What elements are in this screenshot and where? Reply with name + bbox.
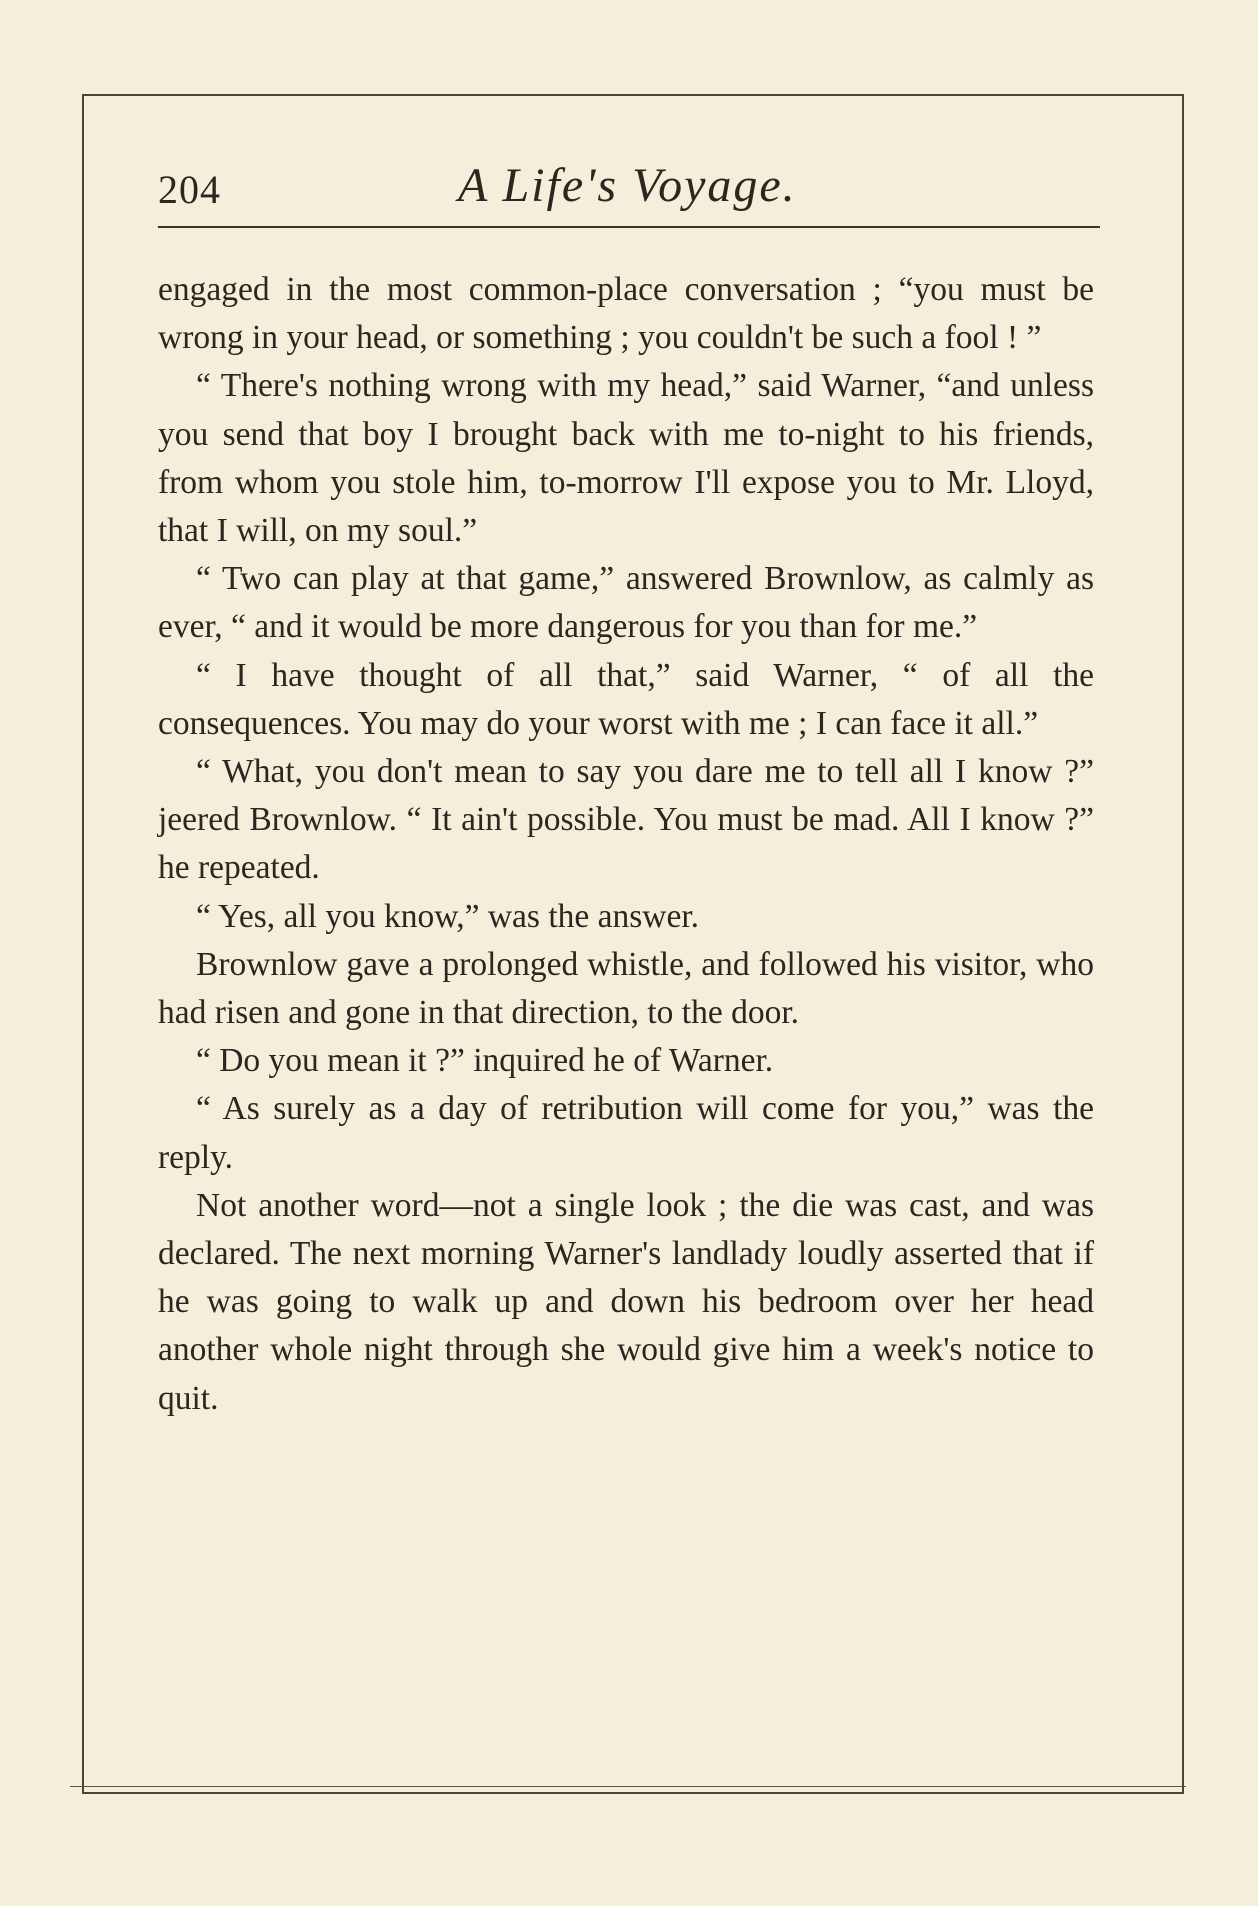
running-title: A Life's Voyage. xyxy=(458,159,797,212)
header-rule xyxy=(158,226,1100,228)
paragraph: Not another word—not a single look ; the die was cast, and was declared. The next morning Warner's landlady loudly asserted that if he was going to walk up and down his bedroom over her head another whole night through she would give him a week's notice to quit. xyxy=(158,1186,1094,1417)
paragraph: “ I have thought of all that,” said Warner, “ of all the consequences. You may do your worst with me ; I can face it all.” xyxy=(158,656,1094,742)
paragraph-continued: engaged in the most common-place conversation ; “you must be wrong in your head, or something ; you couldn't be such a fool ! ” xyxy=(158,271,1094,357)
paragraph: Brownlow gave a prolonged whistle, and followed his visitor, who had risen and gone in that direction, to the door. xyxy=(158,945,1094,1032)
page-border-bottom-rule xyxy=(70,1786,1186,1787)
paragraph: “ Yes, all you know,” was the answer. xyxy=(196,897,700,935)
paragraph: “ What, you don't mean to say you dare me to tell all I know ?” jeered Brownlow. “ It ain't possible. You must be mad. All I know ?” he repeated. xyxy=(158,753,1094,887)
paragraph: “ Two can play at that game,” answered Brownlow, as calmly as ever, “ and it would be more dangerous for you than for me.” xyxy=(158,560,1094,646)
paragraph: “ There's nothing wrong with my head,” said Warner, “and unless you send that boy I brought back with me to-night to his friends, from whom you stole him, to-morrow I'll expose you to Mr. Lloyd, that I will, on my soul.” xyxy=(158,367,1094,550)
paragraph: “ Do you mean it ?” inquired he of Warner. xyxy=(196,1042,774,1080)
body-text xyxy=(158,266,1094,1423)
paragraph: “ As surely as a day of retribution will come for you,” was the reply. xyxy=(158,1090,1094,1176)
page-header xyxy=(158,158,1100,218)
page-number: 204 xyxy=(158,167,221,212)
